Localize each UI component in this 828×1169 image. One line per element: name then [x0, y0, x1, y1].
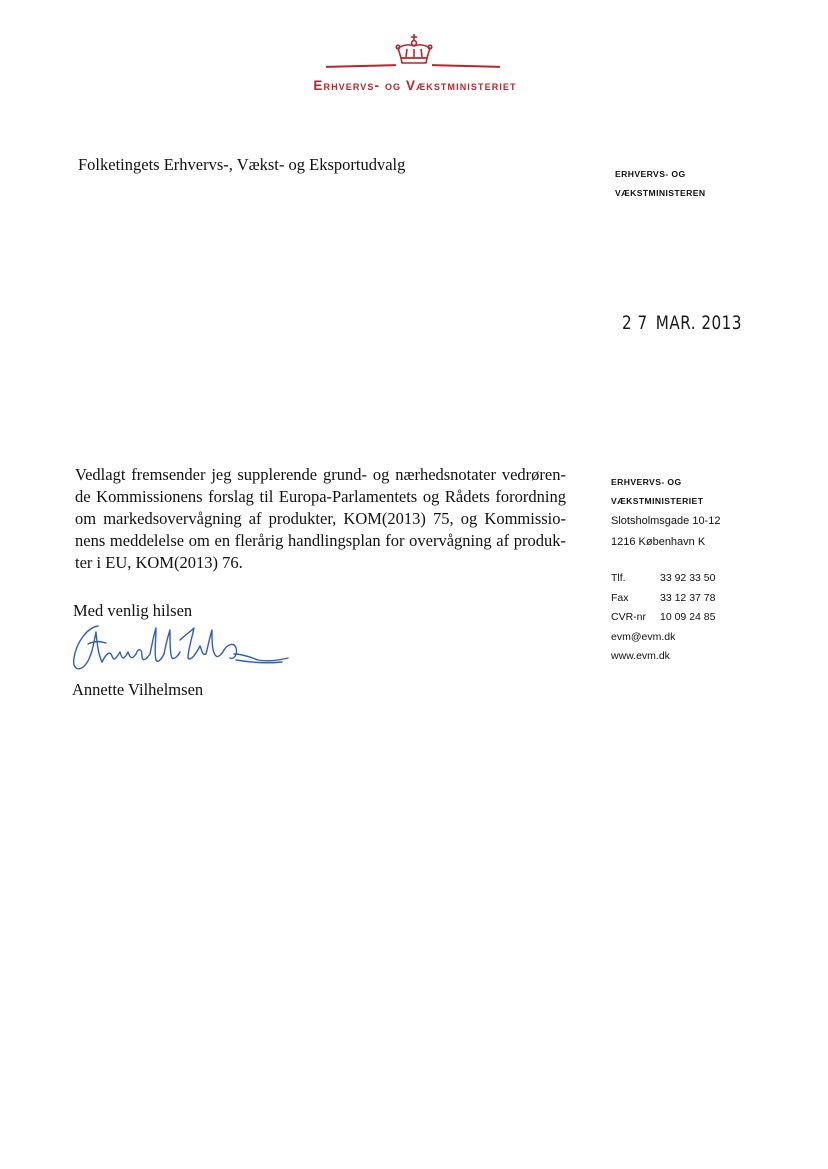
office-line-1: ERHVERVS- OG [611, 477, 682, 487]
email-link[interactable]: evm@evm.dk [611, 630, 676, 643]
body-line: ter i EU, KOM(2013) 76. [75, 553, 243, 572]
contact-block [611, 569, 715, 667]
signer-name: Annette Vilhelmsen [72, 680, 204, 699]
date-stamp-day: 2 7 [622, 313, 648, 334]
office-street: Slotsholmsgade 10-12 [611, 515, 721, 527]
ministry-logo-text: Erhvervs- og Vækstministeriet [313, 78, 517, 93]
date-stamp [622, 313, 742, 334]
office-line-2: VÆKSTMINISTERIET [611, 496, 704, 506]
body-line: nens meddelelse om en flerårig handlingsplan for overvågning af produk- [75, 531, 566, 550]
office-city: 1216 København K [611, 536, 706, 548]
closing-salutation: Med venlig hilsen [73, 601, 193, 620]
website-link[interactable]: www.evm.dk [611, 650, 670, 662]
contact-cvr-row [611, 608, 715, 628]
letter-body [75, 464, 566, 574]
phone-label: Tlf. [611, 572, 626, 584]
fax-value: 33 12 37 78 [660, 591, 716, 604]
sender-line-2: VÆKSTMINISTEREN [615, 188, 706, 198]
letterhead-rule-left [326, 64, 396, 68]
contact-fax-row [611, 589, 715, 609]
sender-block [615, 165, 706, 203]
body-line: om markedsovervågning af produkter, KOM(2013) 75, og Kommissio- [75, 509, 566, 528]
handwritten-signature [68, 614, 290, 678]
office-name-block [611, 473, 703, 511]
body-line: Vedlagt fremsender jeg supplerende grund- og nærhedsnotater vedrøren- [75, 465, 566, 484]
recipient: Folketingets Erhvervs-, Vækst- og Eksportudvalg [78, 155, 406, 174]
cvr-label: CVR-nr [611, 611, 647, 623]
contact-phone-row [611, 569, 715, 589]
phone-value: 33 92 33 50 [660, 572, 716, 584]
body-line: de Kommissionens forslag til Europa-Parlamentets og Rådets forordning [75, 487, 566, 506]
date-stamp-month-year: MAR. 2013 [655, 313, 742, 334]
sender-line-1: ERHVERVS- OG [615, 169, 686, 179]
fax-label: Fax [611, 591, 629, 604]
cvr-value: 10 09 24 85 [660, 611, 716, 623]
royal-crown-logo-icon [384, 32, 444, 66]
letterhead-rule-right [432, 64, 500, 68]
office-address [611, 511, 720, 553]
